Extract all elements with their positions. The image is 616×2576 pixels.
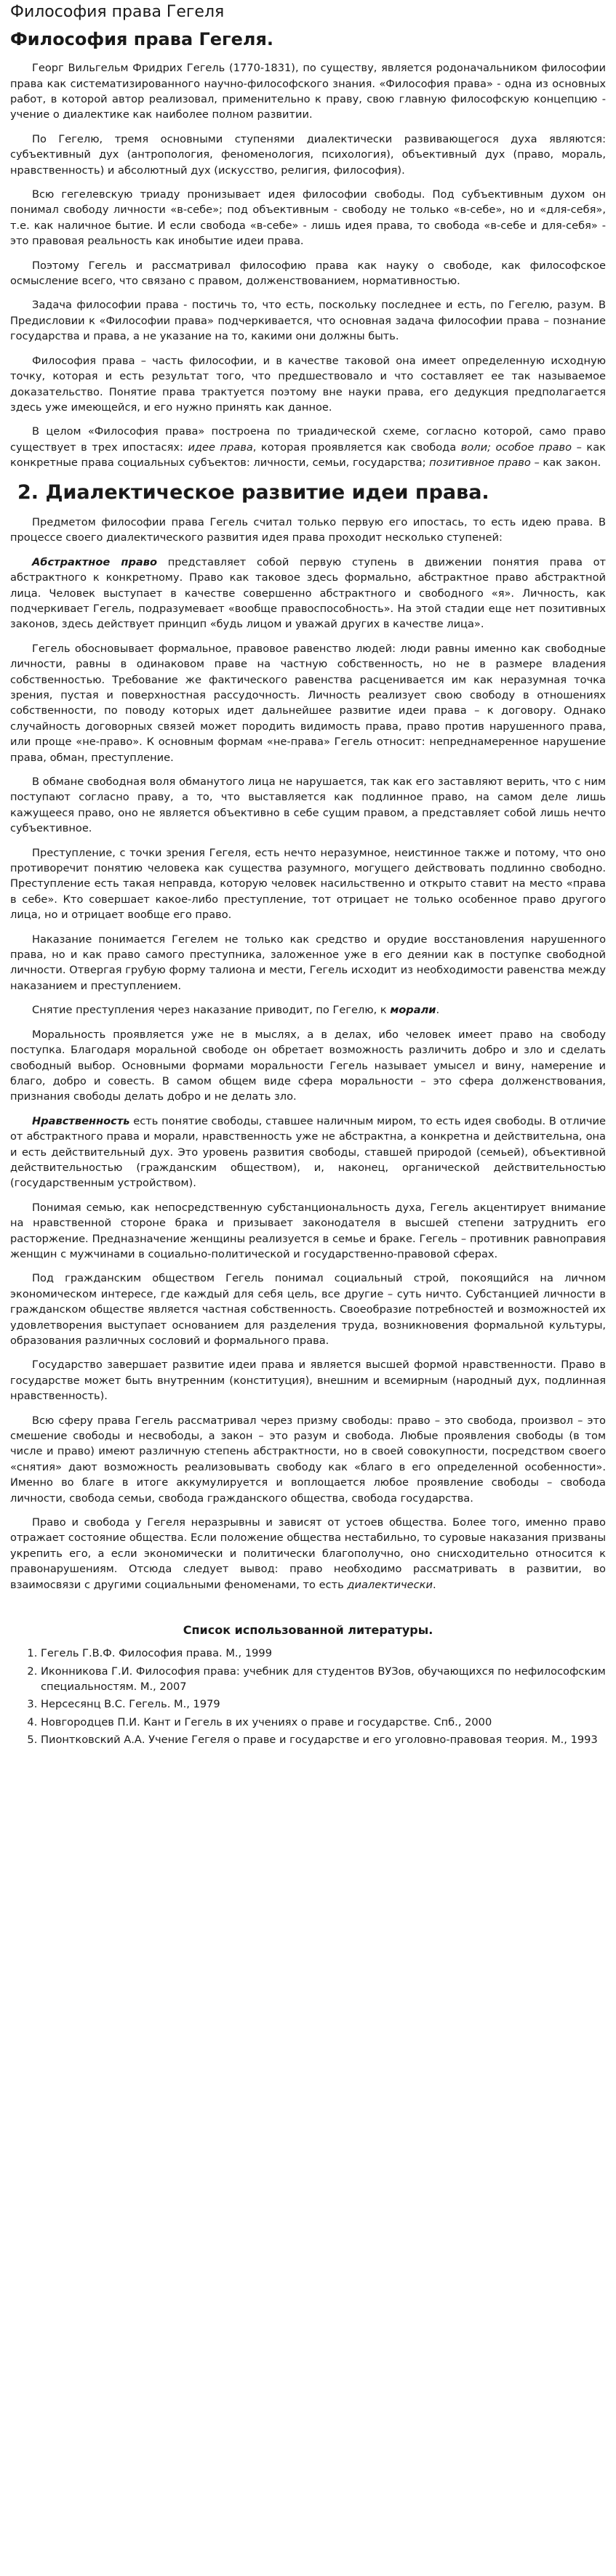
paragraph-subject: Предметом философии права Гегель считал только первую его ипостась, то есть идею права. В процессе своего диалектического развития идея права проходит несколько ступеней: <box>10 515 606 544</box>
paragraph-family: Понимая семью, как непосредственную субстанциональность духа, Гегель акцентирует внимание на нравственной стороне брака и призывает законодателя в высшей степени затруднить его расторжение. Предназначение женщины реализуется в семье и браке. Гегель – противник равноправия женщин с мужчинами в социально-политической и государственно-правовой сферах. <box>10 1201 606 1260</box>
paragraph-morality: Моральность проявляется уже не в мыслях, а в делах, ибо человек имеет право на свободу поступка. Благодаря моральной свободе он обретает возможность различить добро и зло и сделать свободный выбор. Основными формами моральности Гегель называет умысел и вину, намерение и благо, добро и совесть. В самом общем виде сфера моральности – это сфера долженствования, признания свободы делать добро и не делать зло. <box>10 1028 606 1103</box>
paragraph-deception: В обмане свободная воля обманутого лица не нарушается, так как его заставляют верить, что с ним поступают согласно праву, а то, что выставляется как подлинное право, на самом деле лишь кажущееся право, оно не является объективно в себе сущим правом, а представляет собой лишь нечто субъективное. <box>10 776 606 835</box>
paragraph-crime: Преступление, с точки зрения Гегеля, есть нечто неразумное, неистинное также и потому, что оно противоречит понятию человека как существа разумного, могущего действовать подлинно свободно. Преступление есть такая неправда, которую человек насильственно и открыто ставит на место «права в себе». Кто совершает какое-либо преступление, тот отрицает не только особенное право другого лица, но и отрицает вообще его право. <box>10 846 606 922</box>
section-heading: 2. Диалектическое развитие идеи права. <box>17 480 489 504</box>
emphasis: позитивное право <box>429 456 531 470</box>
paragraph-spirit-stages: По Гегелю, тремя основными ступенями диалектически развивающегося духа являются: субъективный дух (антропология, феноменология, психология), объективный дух (право, мораль, нравственность) и абсолютный дух (искусство, религия, философия). <box>10 132 606 177</box>
document-title: Философия права Гегеля. <box>10 29 273 50</box>
bibliography-list <box>10 1646 606 1747</box>
bibliography-title: Список использованной литературы. <box>183 1623 433 1638</box>
bibliography-item: 4. Новгородцев П.И. Кант и Гегель в их учениях о праве и государстве. Спб., 2000 <box>41 1715 606 1730</box>
text-run: В целом «Философия права» построена по триадической схеме, согласно которой, само право существует в трех ипостасях: <box>10 425 606 454</box>
paragraph-freedom-triad: Всю гегелевскую триаду пронизывает идея философии свободы. Под субъективным духом он понимал свободу личности «в-себе»; под объективным - свободу не только «в-себе», но и «для-себя», т.е. как наличное бытие. И если свобода «в-себе» - лишь идея права, то свобода «в-себе и для-себя» - это правовая реальность как инобытие идеи права. <box>10 188 606 248</box>
paragraph-part-of-philosophy: Философия права – часть философии, и в качестве таковой она имеет определенную исходную точку, которая и есть результат того, что предшествовало и что составляет ее так называемое доказательство. Понятие права трактуется поэтому вне науки права, его дедукция предполагается здесь уже имеющейся, и его нужно принять как данное. <box>10 354 606 414</box>
text-run: – как конкретные права социальных субъектов: личности, семьи, государства; <box>10 440 606 470</box>
paragraph-punishment: Наказание понимается Гегелем не только как средство и орудие восстановления нарушенного права, но и как право самого преступника, заложенное уже в его деянии как в поступке свободной личности. Отвергая грубую форму талиона и мести, Гегель исходит из необходимости равенства между наказанием и преступлением. <box>10 933 606 992</box>
page-title: Философия права Гегеля <box>10 3 225 21</box>
paragraph-intro: Георг Вильгельм Фридрих Гегель (1770-1831), по существу, является родоначальником философии права как систематизированного научно-философского знания. «Философия права» - одна из основных работ, в которой автор реализовал, применительно к праву, свою главную философскую концепцию - учение о диалектике как наиболее полном развитии. <box>10 62 606 121</box>
text-run: Снятие преступления через наказание приводит, по Гегелю, к <box>32 1004 391 1017</box>
emphasis: воли; особое право <box>460 440 572 454</box>
paragraph-abstract-right <box>10 555 606 632</box>
emphasis: идее права <box>188 440 253 454</box>
bibliography-item: 2. Иконникова Г.И. Философия права: учебник для студентов ВУЗов, обучающихся по нефилософским специальностям. М., 2007 <box>41 1664 606 1695</box>
text-run: есть понятие свободы, ставшее наличным миром, то есть идея свободы. В отличие от абстрактного права и морали, нравственность уже не абстрактна, а конкретна и действительна, она и есть действительный дух. Это уровень развития свободы, ставшей природой (семьей), объективной действительностью (гражданским обществом), и, наконец, органической действительностью (государственным устройством). <box>10 1114 606 1190</box>
text-run: , которая проявляется как свобода <box>252 440 461 454</box>
term-ethical-life: Нравственность <box>32 1114 130 1127</box>
text-run: . <box>436 1004 440 1017</box>
paragraph-equality: Гегель обосновывает формальное, правовое равенство людей: люди равны именно как свободные личности, равны в одинаковом праве на частную собственность, но не в размере владения собственностью. Требование же фактического равенства расценивается им как неразумная точка зрения, пустая и поверхностная рассудочность. Личность реализует свою свободу в отношениях собственности, по поводу которых идет дальнейшее развитие идеи права – к договору. Однако случайность договорных связей может породить видимость права, право против нарушенного права, или проще «не-право». К основным формам «не-права» Гегель относит: непреднамеренное нарушение права, обман, преступление. <box>10 642 606 764</box>
text-run: . <box>432 1578 436 1591</box>
bibliography-item: 1. Гегель Г.В.Ф. Философия права. М., 1999 <box>41 1646 606 1661</box>
term-morality: морали <box>390 1004 436 1017</box>
paragraph-ethical-life <box>10 1114 606 1191</box>
text-run: – как закон. <box>530 456 601 470</box>
paragraph-freedom-sphere: Всю сферу права Гегель рассматривал через призму свободы: право – это свобода, произвол – это смешение свободы и несвободы, а закон – это разум и свобода. Любые проявления свободы (в том числе и право) имеют различную степень абстрактности, но в своей совокупности, посредством своего «снятия» дают возможность реализовывать свободу как «благо в его определенной особенности». Именно во благе в итоге аккумулируется и воплощается любое проявление свободы – свобода личности, свобода семьи, свобода гражданского общества, свобода государства. <box>10 1414 606 1505</box>
paragraph-task: Задача философии права - постичь то, что есть, поскольку последнее и есть, по Гегелю, разум. В Предисловии к «Философии права» подчеркивается, что основная задача философии права – познание государства и права, а не указание на то, какими они должны быть. <box>10 299 606 343</box>
bibliography-item: 3. Нерсесянц В.С. Гегель. М., 1979 <box>41 1696 606 1712</box>
term-abstract-right: Абстрактное право <box>32 555 158 568</box>
paragraph-to-morality <box>10 1002 606 1018</box>
paragraph-conclusion <box>10 1515 606 1593</box>
emphasis: диалектически <box>347 1578 433 1591</box>
paragraph-state: Государство завершает развитие идеи права и является высшей формой нравственности. Право в государстве может быть внутренним (конституция), внешним и всемирным (народный дух, подлинная нравственность). <box>10 1359 606 1403</box>
bibliography-item: 5. Пионтковский А.А. Учение Гегеля о праве и государстве и его уголовно-правовая теория. М., 1993 <box>41 1732 606 1747</box>
paragraph-triadic-scheme <box>10 424 606 470</box>
paragraph-civil-society: Под гражданским обществом Гегель понимал социальный строй, покоящийся на личном экономическом интересе, где каждый для себя цель, все другие – суть ничто. Субстанцией личности в гражданском обществе является частная собственность. Своеобразие потребностей и возможностей их удовлетворения выступает основанием для разделения труда, возникновения формальной культуры, образования различных сословий и формального права. <box>10 1272 606 1348</box>
paragraph-science-of-freedom: Поэтому Гегель и рассматривал философию права как науку о свободе, как философское осмысление всего, что связано с правом, долженствованием, нормативностью. <box>10 259 606 288</box>
text-run: Право и свобода у Гегеля неразрывны и зависят от устоев общества. Более того, именно право отражает состояние общества. Если положение общества нестабильно, то суровые наказания призваны укрепить его, а если экономически и политически благополучно, оно снисходительно относится к правонарушениям. Отсюда следует вывод: право необходимо рассматривать в развитии, во взаимосвязи с другими социальными феноменами, то есть <box>10 1516 606 1591</box>
text-run: представляет собой первую ступень в движении понятия права от абстрактного к конкретному. Право как таковое здесь формально, абстрактное право абстрактной лица. Человек выступает в качестве совершенно абстрактного и свободного «я». Личность, как подчеркивает Гегель, подразумевает «вообще правоспособность». На этой стадии еще нет позитивных законов, здесь действует принцип «будь лицом и уважай других в качестве лица». <box>10 555 607 631</box>
